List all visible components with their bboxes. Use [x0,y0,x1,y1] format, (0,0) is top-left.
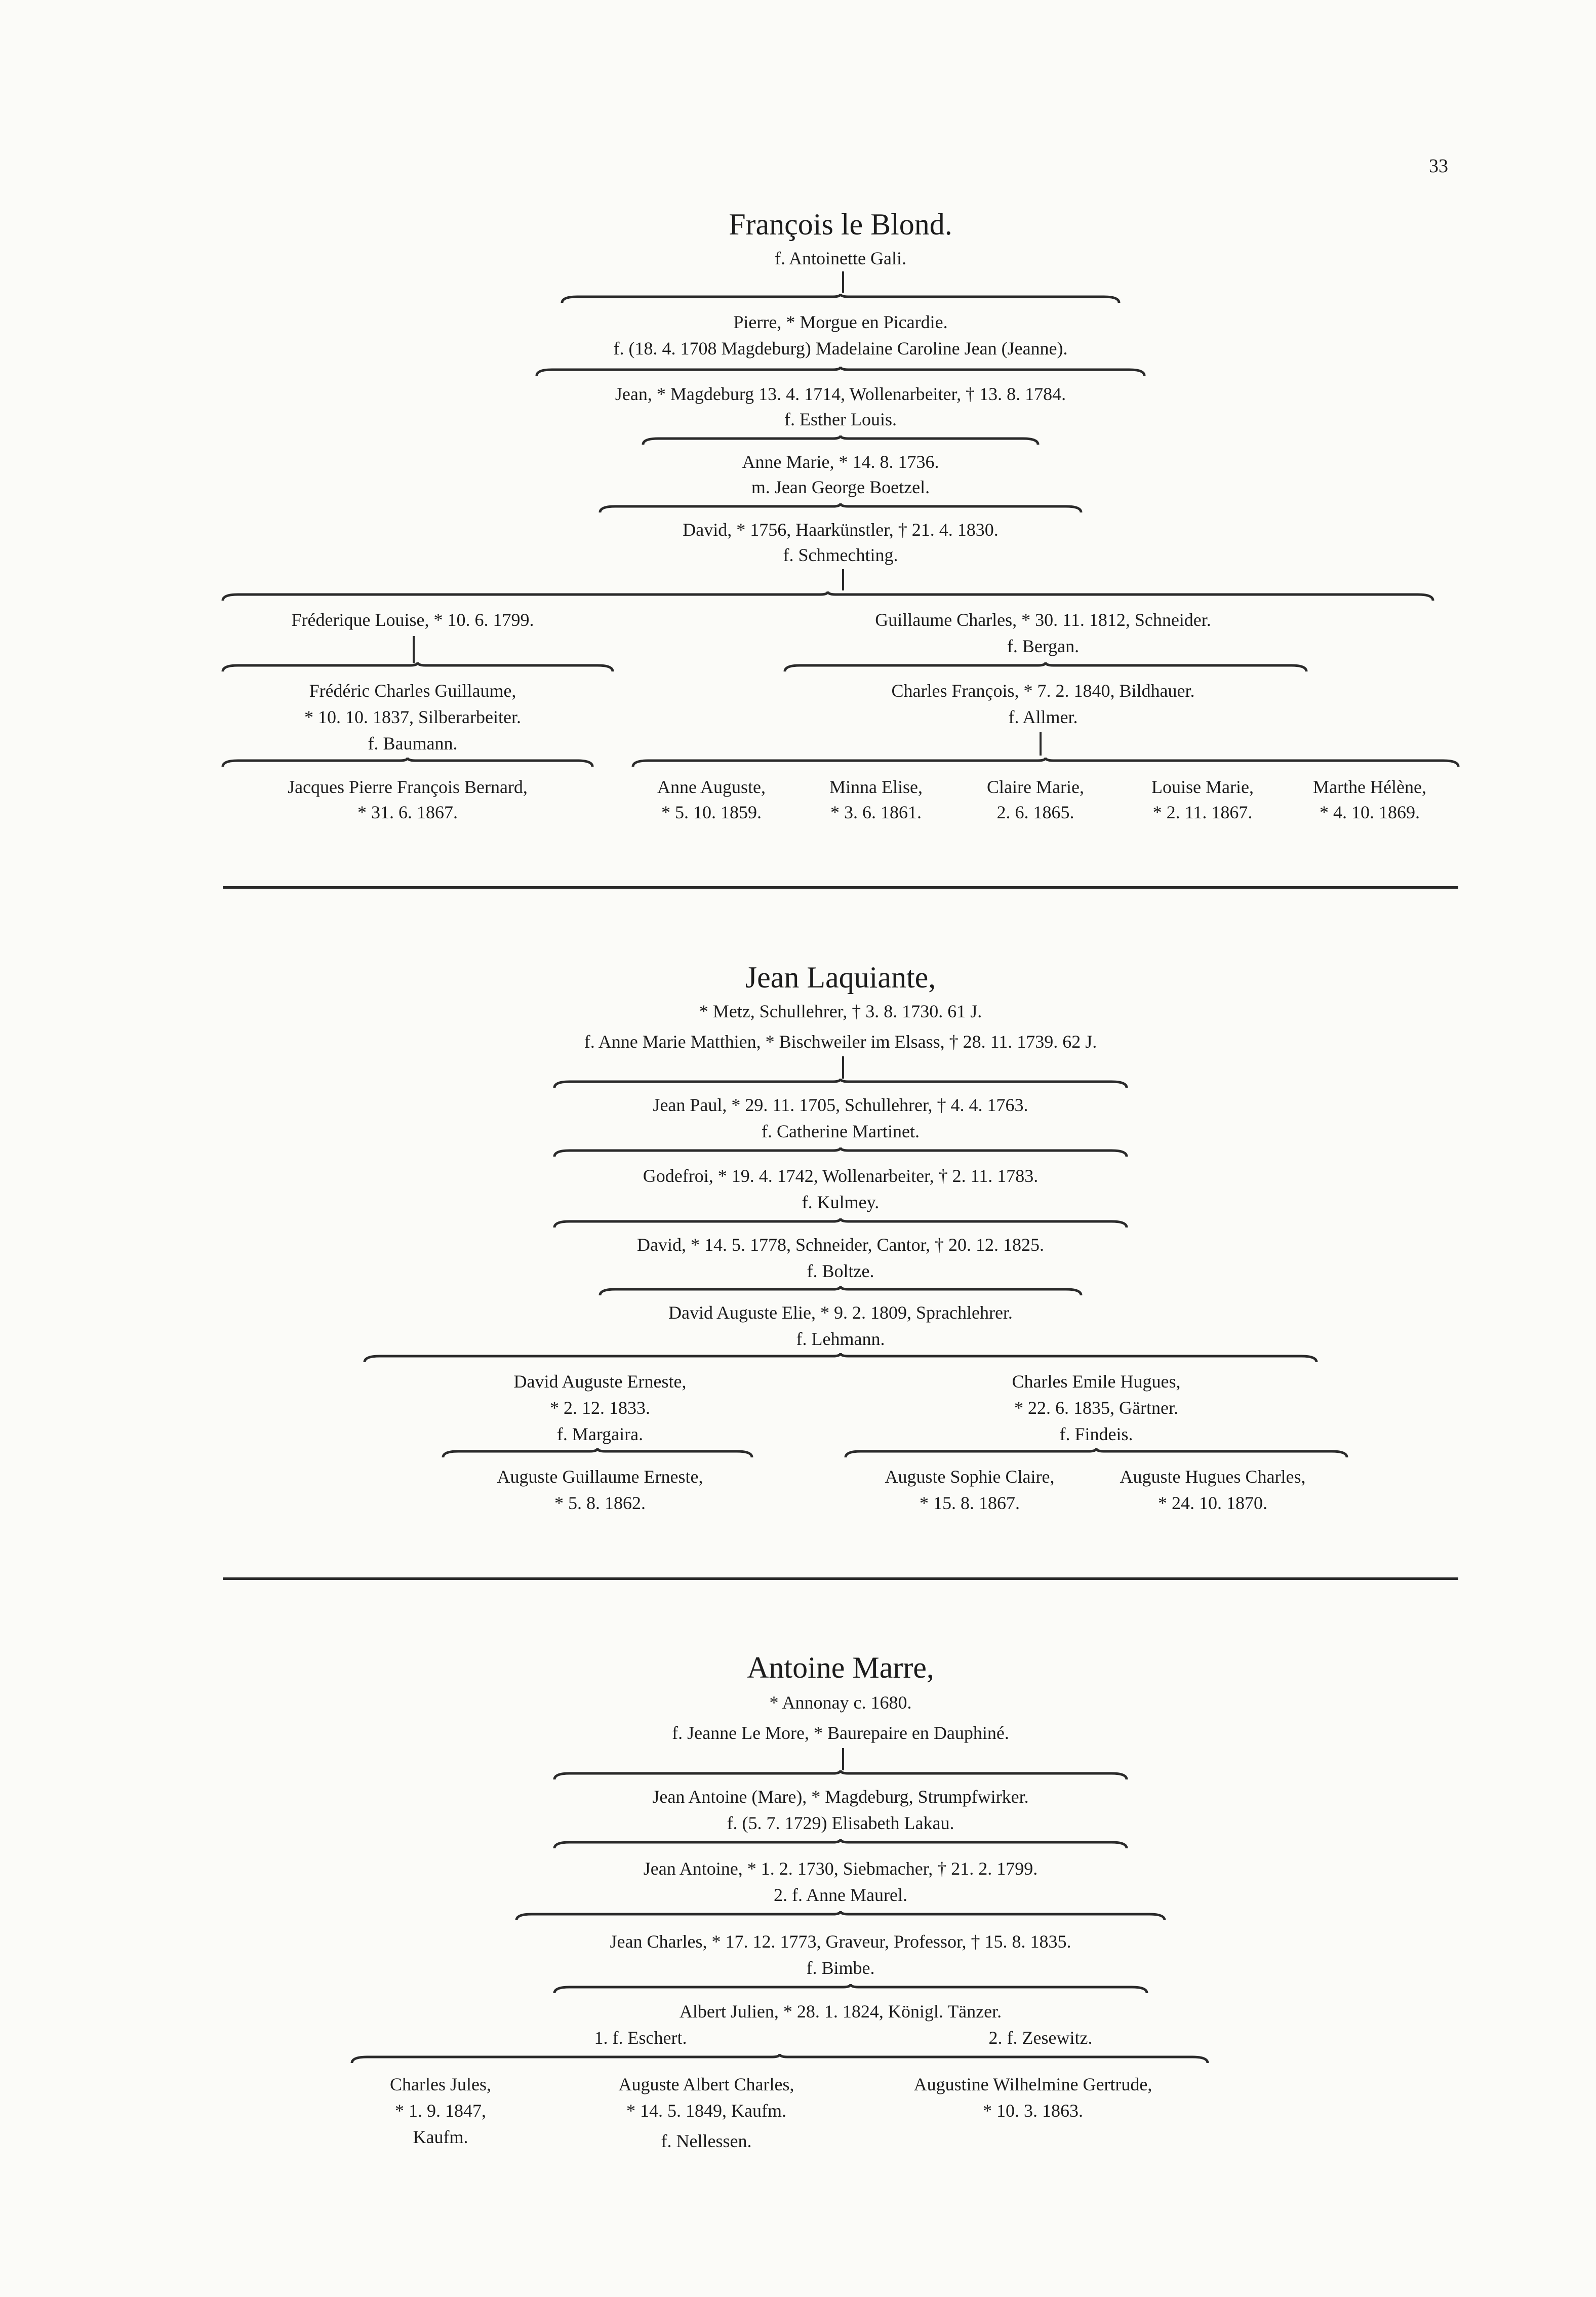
person-erneste: David Auguste Erneste, [513,1371,687,1392]
person-erneste-dates: * 2. 12. 1833. [550,1398,650,1418]
brace [554,1147,1127,1160]
gen-line: f. Catherine Martinet. [762,1121,920,1141]
descent-line [842,569,844,590]
gen-line: Jean, * Magdeburg 13. 4. 1714, Wollenarbeiter, † 13. 8. 1784. [615,384,1066,404]
person-hugues-dates: * 22. 6. 1835, Gärtner. [1014,1398,1178,1418]
person-dates: * 24. 10. 1870. [1158,1493,1267,1513]
section-divider [223,886,1458,889]
person-dates: * 5. 8. 1862. [554,1493,646,1513]
person-hugues: Charles Emile Hugues, [1012,1371,1181,1392]
person-augustine: Augustine Wilhelmine Gertrude, [913,2074,1152,2094]
gen-line: m. Jean George Boetzel. [751,477,930,497]
brace [516,1911,1165,1923]
person-frederique: Fréderique Louise, * 10. 6. 1799. [291,610,534,630]
descent-line [842,1056,844,1079]
gen-line: David Auguste Elie, * 9. 2. 1809, Sprachlehrer. [668,1302,1013,1323]
gen-line: Jean Paul, * 29. 11. 1705, Schullehrer, † 4. 4. 1763. [653,1095,1028,1115]
person-auguste-guillaume: Auguste Guillaume Erneste, [497,1467,703,1487]
brace [352,2054,1208,2066]
person-guillaume: Guillaume Charles, * 30. 11. 1812, Schneider. [875,610,1211,630]
descent-line [413,636,415,663]
spouse-line: f. Lehmann. [796,1329,885,1349]
brace [554,1770,1127,1783]
gen-line: Jean Antoine (Mare), * Magdeburg, Strumpfwirker. [652,1787,1029,1807]
gen-line: Pierre, * Morgue en Picardie. [733,312,948,332]
gen-line: David, * 1756, Haarkünstler, † 21. 4. 1830. [683,520,999,540]
person-jacques: Jacques Pierre François Bernard, [288,777,528,797]
person-auguste-hugues: Auguste Hugues Charles, [1120,1467,1306,1487]
brace [223,758,592,770]
person-occupation: Kaufm. [413,2127,468,2147]
spouse-line: 1. f. Eschert. [594,2028,687,2048]
gen-line: David, * 14. 5. 1778, Schneider, Cantor, † 20. 12. 1825. [636,1235,1045,1255]
gen-line: * Annonay c. 1680. [769,1692,912,1713]
child-date: * 5. 10. 1859. [661,802,762,822]
brace [785,662,1306,675]
person-francois: Charles François, * 7. 2. 1840, Bildhauer. [891,681,1195,701]
gen-line: 2. f. Anne Maurel. [774,1885,907,1905]
gen-line: f. (18. 4. 1708 Magdeburg) Madelaine Caroline Jean (Jeanne). [613,338,1068,359]
gen-line: Jean Antoine, * 1. 2. 1730, Siebmacher, † 21. 2. 1799. [643,1858,1038,1879]
person-dates: * 14. 5. 1849, Kaufm. [626,2101,786,2121]
child-date: * 2. 11. 1867. [1152,802,1253,822]
brace [643,435,1038,448]
person-dates: * 1. 9. 1847, [395,2101,486,2121]
child-date: * 4. 10. 1869. [1320,802,1420,822]
descent-line [842,271,844,293]
person-frederic-dates: * 10. 10. 1837, Silberarbeiter. [304,707,521,727]
brace [562,294,1119,306]
person-dates: * 15. 8. 1867. [920,1493,1020,1513]
brace [365,1353,1316,1365]
section-divider [223,1577,1458,1580]
brace [223,591,1433,604]
child-name: Marthe Hélène, [1313,777,1426,797]
person-charles-jules: Charles Jules, [390,2074,491,2094]
spouse-line: 2. f. Zesewitz. [988,2028,1093,2048]
descent-line [842,1748,844,1770]
page-number: 33 [1429,155,1448,177]
brace [846,1448,1347,1460]
child-name: Claire Marie, [987,777,1084,797]
person-auguste-sophie: Auguste Sophie Claire, [885,1467,1055,1487]
brace [554,1839,1127,1851]
child-date: * 3. 6. 1861. [830,802,922,822]
spouse-line: f. Bergan. [1007,636,1080,656]
person-frederic: Frédéric Charles Guillaume, [309,681,516,701]
gen-line: Anne Marie, * 14. 8. 1736. [742,452,939,472]
child-date: 2. 6. 1865. [996,802,1074,822]
spouse-line: f. Nellessen. [661,2131,752,2151]
gen-line: f. (5. 7. 1729) Elisabeth Lakau. [727,1813,954,1833]
family-title-laquiante: Jean Laquiante, [745,961,936,994]
gen-line: f. Schmechting. [783,545,898,565]
spouse-line: f. Antoinette Gali. [775,248,906,268]
spouse-line: f. Findeis. [1059,1424,1133,1444]
brace [223,662,613,675]
gen-line: Godefroi, * 19. 4. 1742, Wollenarbeiter, † 2. 11. 1783. [643,1166,1039,1186]
descent-line [1040,732,1042,756]
spouse-line: f. Baumann. [368,733,458,754]
gen-line: f. Esther Louis. [784,409,897,429]
brace [537,367,1144,379]
brace [633,758,1458,770]
gen-line: f. Kulmey. [802,1192,880,1212]
person-dates: * 10. 3. 1863. [983,2101,1083,2121]
brace [554,1218,1127,1231]
gen-line: * Metz, Schullehrer, † 3. 8. 1730. 61 J. [699,1001,982,1021]
brace [554,1079,1127,1091]
brace [554,1984,1147,1996]
person-jacques-dates: * 31. 6. 1867. [357,802,458,822]
gen-line: Albert Julien, * 28. 1. 1824, Königl. Tänzer. [679,2001,1002,2022]
gen-line: Jean Charles, * 17. 12. 1773, Graveur, Professor, † 15. 8. 1835. [610,1931,1071,1952]
child-name: Anne Auguste, [657,777,766,797]
brace [443,1448,752,1460]
gen-line: f. Bimbe. [806,1958,875,1978]
spouse-line: f. Allmer. [1008,707,1078,727]
child-name: Louise Marie, [1151,777,1254,797]
family-title-le-blond: François le Blond. [729,208,952,241]
brace [600,503,1081,516]
person-auguste-albert: Auguste Albert Charles, [618,2074,794,2094]
spouse-line: f. Margaira. [556,1424,644,1444]
gen-line: f. Boltze. [807,1261,874,1281]
spouse-line: f. Jeanne Le More, * Baurepaire en Dauphiné. [672,1723,1009,1743]
brace [600,1286,1081,1298]
spouse-line: f. Anne Marie Matthien, * Bischweiler im Elsass, † 28. 11. 1739. 62 J. [584,1032,1097,1052]
child-name: Minna Elise, [829,777,923,797]
family-title-marre: Antoine Marre, [747,1651,934,1684]
